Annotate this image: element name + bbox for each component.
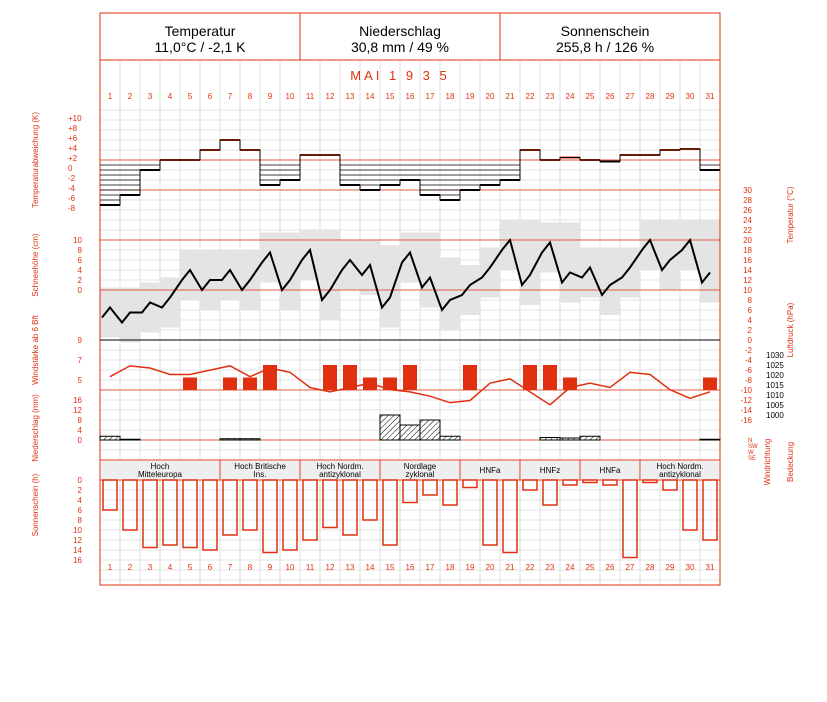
day-label-top: 21 <box>505 92 515 101</box>
temp-tick: 30 <box>743 186 752 195</box>
wind-bar <box>703 378 717 391</box>
wind-bar <box>223 378 237 391</box>
precip-value: 30,8 mm / 49 % <box>350 39 450 55</box>
day-label-top: 22 <box>525 92 535 101</box>
precip-bar <box>380 415 400 440</box>
wind-bar <box>363 378 377 391</box>
precip-bar <box>400 425 420 440</box>
temperature-title: Temperatur <box>164 23 236 39</box>
temp-tick: 0 <box>747 336 752 345</box>
day-label-bottom: 28 <box>645 563 655 572</box>
sunshine-bar <box>423 480 437 495</box>
sun-tick: 10 <box>73 526 82 535</box>
side-label: Temperatur (°C) <box>786 186 795 244</box>
sunshine-bar <box>283 480 297 550</box>
day-label-top: 13 <box>345 92 355 101</box>
temp-tick: 4 <box>747 316 752 325</box>
day-label-top: 12 <box>325 92 335 101</box>
day-label-top: 9 <box>267 92 273 101</box>
day-label-bottom: 17 <box>425 563 435 572</box>
temp-band <box>320 230 340 320</box>
day-label-bottom: 2 <box>127 563 133 572</box>
day-label-top: 17 <box>425 92 435 101</box>
temp-band <box>560 223 580 303</box>
day-label-bottom: 27 <box>625 563 635 572</box>
day-label-bottom: 6 <box>207 563 213 572</box>
sunshine-bar <box>203 480 217 550</box>
temp-tick: -4 <box>744 356 752 365</box>
day-label-top: 7 <box>227 92 233 101</box>
weather-type-label: Nordlage <box>403 462 437 471</box>
sunshine-bar <box>463 480 477 488</box>
sunshine-series <box>103 480 717 558</box>
anomaly-tick: -6 <box>68 194 76 203</box>
wind-bar <box>563 378 577 391</box>
side-label: Niederschlag (mm) <box>31 394 40 462</box>
temp-tick: -12 <box>740 396 752 405</box>
day-label-bottom: 1 <box>107 563 113 572</box>
day-label-bottom: 20 <box>485 563 495 572</box>
precip-bar <box>220 439 240 440</box>
sunshine-bar <box>523 480 537 490</box>
temp-tick: 8 <box>747 296 752 305</box>
weather-type-label: Hoch Britische <box>234 462 286 471</box>
sunshine-bar <box>683 480 697 530</box>
temp-band <box>280 233 300 311</box>
direction-legend: SW <box>748 444 758 450</box>
anomaly-tick: 0 <box>68 164 73 173</box>
precip-bar <box>440 436 460 440</box>
day-label-top: 4 <box>167 92 173 101</box>
precip-bar <box>560 438 580 440</box>
day-label-bottom: 7 <box>227 563 233 572</box>
sunshine-bar <box>263 480 277 553</box>
temp-tick: 10 <box>743 286 752 295</box>
temp-band <box>300 230 320 280</box>
anomaly-tick: +8 <box>68 124 78 133</box>
side-label: Windstärke ab 6 Bft <box>31 315 40 385</box>
day-labels-top <box>108 92 715 101</box>
weather-type-label: Ins. <box>253 470 267 479</box>
sunshine-bar <box>603 480 617 485</box>
wind-tick: 9 <box>77 336 82 345</box>
day-label-bottom: 3 <box>147 563 153 572</box>
precip-tick: 0 <box>77 436 82 445</box>
left-axes <box>68 114 83 565</box>
temp-tick: -16 <box>740 416 752 425</box>
day-label-top: 30 <box>685 92 695 101</box>
direction-legend: SE <box>748 456 757 462</box>
wind-bar <box>543 365 557 390</box>
sunshine-bar <box>643 480 657 483</box>
sunshine-bar <box>323 480 337 528</box>
day-label-top: 23 <box>545 92 555 101</box>
temp-tick: 12 <box>743 276 752 285</box>
temp-tick: 6 <box>747 306 752 315</box>
precip-bar <box>540 438 560 441</box>
sun-tick: 2 <box>77 486 82 495</box>
wind-tick: 7 <box>77 356 82 365</box>
day-label-top: 5 <box>187 92 193 101</box>
snow-tick: 6 <box>77 256 82 265</box>
sun-tick: 0 <box>77 476 82 485</box>
day-label-bottom: 11 <box>305 563 315 572</box>
day-label-top: 19 <box>465 92 475 101</box>
day-label-top: 16 <box>405 92 415 101</box>
day-label-top: 29 <box>665 92 675 101</box>
precip-bar <box>700 439 720 440</box>
pressure-tick: 1025 <box>766 361 784 370</box>
day-label-top: 8 <box>247 92 253 101</box>
anomaly-tick: -4 <box>68 184 76 193</box>
day-label-bottom: 22 <box>525 563 535 572</box>
day-label-top: 25 <box>585 92 595 101</box>
temp-tick: -8 <box>744 376 752 385</box>
pressure-tick: 1000 <box>766 411 784 420</box>
day-label-bottom: 23 <box>545 563 555 572</box>
day-label-bottom: 8 <box>247 563 253 572</box>
precip-tick: 12 <box>73 406 82 415</box>
sun-tick: 6 <box>77 506 82 515</box>
chart-grid <box>100 60 720 585</box>
precip-tick: 4 <box>77 426 82 435</box>
anomaly-tick: +4 <box>68 144 78 153</box>
snow-tick: 2 <box>77 276 82 285</box>
day-label-top: 1 <box>107 92 113 101</box>
weather-type-label: Hoch Nordm. <box>316 462 364 471</box>
temp-band <box>440 258 460 331</box>
day-label-bottom: 12 <box>325 563 335 572</box>
wind-bar <box>183 378 197 391</box>
temp-tick: 16 <box>743 256 752 265</box>
day-label-bottom: 30 <box>685 563 695 572</box>
day-label-top: 20 <box>485 92 495 101</box>
sunshine-bar <box>123 480 137 530</box>
day-label-top: 31 <box>705 92 715 101</box>
temp-tick: 22 <box>743 226 752 235</box>
temp-tick: -6 <box>744 366 752 375</box>
wind-bar <box>243 378 257 391</box>
day-label-top: 18 <box>445 92 455 101</box>
sunshine-bar <box>543 480 557 505</box>
temp-tick: -2 <box>744 346 752 355</box>
weather-type-label: HNFz <box>539 466 561 475</box>
wind-bar <box>523 365 537 390</box>
pressure-tick: 1030 <box>766 351 784 360</box>
day-label-top: 27 <box>625 92 635 101</box>
side-label: Sonnenschein (h) <box>31 473 40 537</box>
weather-type-label: Hoch <box>150 462 170 471</box>
precip-tick: 8 <box>77 416 82 425</box>
anomaly-tick: -8 <box>68 204 76 213</box>
day-label-bottom: 29 <box>665 563 675 572</box>
day-label-bottom: 15 <box>385 563 395 572</box>
day-label-bottom: 13 <box>345 563 355 572</box>
day-label-bottom: 26 <box>605 563 615 572</box>
side-label: Schneehöhe (cm) <box>31 233 40 297</box>
month-title: MAI 1 9 3 5 <box>350 68 450 83</box>
temp-band <box>120 288 140 343</box>
sunshine-bar <box>663 480 677 490</box>
temperature-range-bands <box>100 220 720 343</box>
temp-band <box>160 278 180 328</box>
day-labels-bottom <box>108 563 715 572</box>
sunshine-bar <box>503 480 517 553</box>
wind-bar <box>323 365 337 390</box>
weather-type-label: HNFa <box>479 466 501 475</box>
day-label-top: 28 <box>645 92 655 101</box>
precip-bar <box>420 420 440 440</box>
side-label: Luftdruck (hPa) <box>786 302 795 358</box>
weather-type-label: antizyklonal <box>319 470 361 479</box>
temp-tick: -14 <box>740 406 752 415</box>
day-label-top: 6 <box>207 92 213 101</box>
sun-title: Sonnenschein <box>560 23 650 39</box>
wind-bar <box>383 378 397 391</box>
weather-type-label: HNFa <box>599 466 621 475</box>
day-label-bottom: 14 <box>365 563 375 572</box>
sunshine-bar <box>443 480 457 505</box>
day-label-top: 3 <box>147 92 153 101</box>
sunshine-bar <box>343 480 357 535</box>
day-label-bottom: 24 <box>565 563 575 572</box>
sunshine-bar <box>563 480 577 485</box>
sunshine-bar <box>103 480 117 510</box>
temp-tick: 24 <box>743 216 752 225</box>
sun-tick: 12 <box>73 536 82 545</box>
day-label-bottom: 10 <box>285 563 295 572</box>
pressure-tick: 1010 <box>766 391 784 400</box>
side-label: Temperaturabweichung (K) <box>31 111 40 209</box>
side-label: Bedeckung <box>786 441 795 483</box>
sunshine-bar <box>243 480 257 530</box>
sun-value: 255,8 h / 126 % <box>555 39 655 55</box>
wind-bar <box>463 365 477 390</box>
right-axes <box>740 186 784 462</box>
day-label-top: 14 <box>365 92 375 101</box>
day-label-bottom: 25 <box>585 563 595 572</box>
anomaly-tick: -2 <box>68 174 76 183</box>
weather-types <box>100 460 720 480</box>
precip-bar <box>100 436 120 440</box>
sunshine-bar <box>583 480 597 483</box>
wind-bar <box>403 365 417 390</box>
direction-legend: W <box>748 450 754 456</box>
temp-band <box>340 240 360 290</box>
summary-header <box>155 23 655 83</box>
precip-bar <box>240 439 260 440</box>
wind-tick: 5 <box>77 376 82 385</box>
snow-tick: 8 <box>77 246 82 255</box>
snow-tick: 10 <box>73 236 82 245</box>
day-label-top: 24 <box>565 92 575 101</box>
sunshine-bar <box>403 480 417 503</box>
wind-bar <box>263 365 277 390</box>
day-label-bottom: 5 <box>187 563 193 572</box>
temp-tick: 20 <box>743 236 752 245</box>
precip-tick: 16 <box>73 396 82 405</box>
weather-type-label: antizyklonal <box>659 470 701 479</box>
sunshine-bar <box>623 480 637 558</box>
pressure-tick: 1015 <box>766 381 784 390</box>
weather-type-label: zyklonal <box>405 470 435 479</box>
snow-tick: 4 <box>77 266 82 275</box>
day-label-bottom: 9 <box>267 563 273 572</box>
temp-tick: 26 <box>743 206 752 215</box>
day-label-bottom: 18 <box>445 563 455 572</box>
pressure-tick: 1005 <box>766 401 784 410</box>
side-label: Windrichtung <box>763 438 772 486</box>
temp-tick: 14 <box>743 266 752 275</box>
day-label-top: 10 <box>285 92 295 101</box>
day-label-bottom: 19 <box>465 563 475 572</box>
day-label-top: 15 <box>385 92 395 101</box>
temp-band <box>100 288 120 338</box>
temp-band <box>380 245 400 328</box>
anomaly-tick: +10 <box>68 114 82 123</box>
sun-tick: 8 <box>77 516 82 525</box>
temp-tick: 18 <box>743 246 752 255</box>
sunshine-bar <box>223 480 237 535</box>
temperature-value: 11,0°C / -2,1 K <box>154 39 246 55</box>
precip-bar <box>580 436 600 440</box>
pressure-tick: 1020 <box>766 371 784 380</box>
day-label-bottom: 4 <box>167 563 173 572</box>
anomaly-tick: +2 <box>68 154 78 163</box>
weather-type-label: Hoch Nordm. <box>656 462 704 471</box>
precip-bar <box>120 439 140 440</box>
day-label-top: 11 <box>305 92 315 101</box>
anomaly-tick: +6 <box>68 134 78 143</box>
temp-tick: 2 <box>747 326 752 335</box>
day-label-bottom: 31 <box>705 563 715 572</box>
day-label-top: 2 <box>127 92 133 101</box>
day-label-bottom: 21 <box>505 563 515 572</box>
direction-legend: N <box>748 438 753 444</box>
day-label-bottom: 16 <box>405 563 415 572</box>
weather-type-label: Mitteleuropa <box>137 470 183 479</box>
snow-tick: 0 <box>77 286 82 295</box>
sun-tick: 16 <box>73 556 82 565</box>
temp-band <box>220 250 240 300</box>
wind-bar <box>343 365 357 390</box>
temp-tick: -10 <box>740 386 752 395</box>
temp-band <box>180 250 200 300</box>
temp-band <box>640 220 660 270</box>
wind-series <box>183 365 717 390</box>
precip-title: Niederschlag <box>359 23 441 39</box>
sun-tick: 14 <box>73 546 82 555</box>
day-label-top: 26 <box>605 92 615 101</box>
precip-series <box>100 415 720 440</box>
sun-tick: 4 <box>77 496 82 505</box>
temp-tick: 28 <box>743 196 752 205</box>
